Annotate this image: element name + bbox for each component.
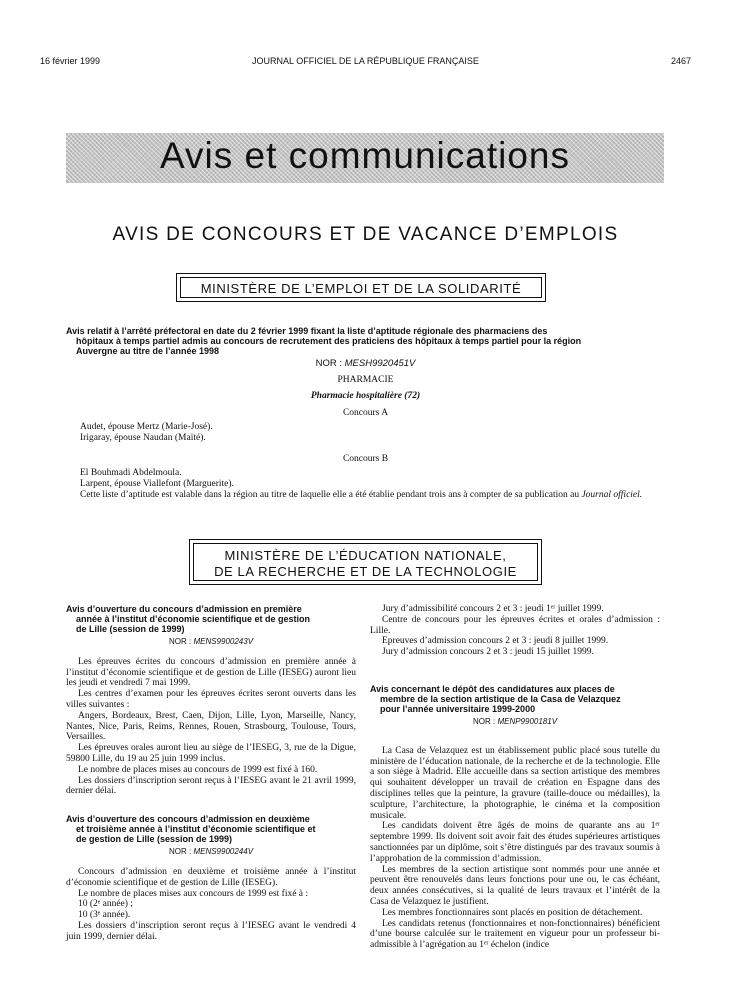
notice3-title — [66, 814, 356, 844]
notice1-section: PHARMACIE — [337, 375, 394, 385]
notice2-title — [66, 604, 356, 634]
nor-code: MENS9900244V — [193, 847, 254, 857]
ministry-box-education — [189, 539, 542, 585]
title-line: Avis concernant le dépôt des candidatures aux places de — [370, 683, 615, 694]
ministry-box-emploi — [176, 273, 546, 302]
paragraph: 10 (2ᵉ année) ; — [78, 899, 133, 910]
ministry-label — [193, 543, 538, 581]
list-b — [80, 468, 234, 490]
notice1-subsection: Pharmacie hospitalière (72) — [310, 391, 421, 401]
list-item: Larpent, épouse Viallefont (Marguerite). — [80, 479, 234, 489]
notice2-nor — [66, 637, 356, 648]
notice1-title-line: hôpitaux à temps partiel admis au concours de recrutement des praticiens des hôpitaux à temps partiel pour la région — [76, 336, 582, 346]
notice1-concours-a: Concours A — [342, 408, 389, 418]
ministry-line: DE LA RECHERCHE ET DE LA TECHNOLOGIE — [214, 564, 517, 579]
header-date: 16 février 1999 — [40, 56, 101, 66]
right-column — [370, 604, 660, 951]
title-line: année à l’institut d’économie scientifique et de gestion — [76, 614, 311, 624]
notice4-nor — [370, 717, 660, 728]
nor-label: NOR : — [472, 716, 496, 726]
nor-label: NOR : — [168, 637, 192, 646]
list-item: Audet, épouse Mertz (Marie-José). — [80, 422, 213, 432]
list-a — [80, 422, 213, 444]
paragraph: Les candidats retenus (fonctionnaires et non-fonctionnaires) bénéficient d’une bourse calculée sur le traitement en vigueur pour un professeur bi-admissible à l’agrégation au 1ᵉʳ échelon (indice — [370, 918, 660, 951]
ministry-label: MINISTÈRE DE L’EMPLOI ET DE LA SOLIDARITÉ — [180, 277, 542, 298]
title-line: Avis d’ouverture du concours d’admission en première — [66, 604, 302, 614]
paragraph: Les dossiers d’inscription seront reçus à l’IESEG avant le 21 avril 1999, dernier délai. — [66, 775, 356, 797]
list-item: Irigaray, épouse Naudan (Maïté). — [80, 433, 206, 443]
nor-code: MENP9900181V — [497, 716, 558, 726]
nor-code: MESH9920451V — [344, 358, 416, 369]
paragraph: Les dossiers d’inscription seront reçus à l’IESEG avant le vendredi 4 juin 1999, dernier délai. — [66, 920, 356, 942]
title-line: de gestion de Lille (session de 1999) — [76, 834, 233, 845]
left-column — [66, 604, 356, 943]
paragraph: Jury d’admission concours 2 et 3 : jeudi 15 juillet 1999. — [382, 647, 594, 658]
paragraph: Jury d’admissibilité concours 2 et 3 : jeudi 1ᵉʳ juillet 1999. — [382, 604, 604, 614]
paragraph: 10 (3ᵉ année). — [78, 910, 131, 921]
title-line: et troisième année à l’institut d’économie scientifique et — [76, 824, 316, 835]
section-banner — [66, 133, 664, 183]
paragraph: Le nombre de places mises aux concours de 1999 est fixé à : — [78, 888, 309, 899]
main-title: AVIS DE CONCOURS ET DE VACANCE D’EMPLOIS — [112, 224, 619, 245]
notice1-concours-b: Concours B — [342, 454, 389, 464]
notice3-nor — [66, 847, 356, 858]
title-line: Avis d’ouverture des concours d’admission en deuxième — [66, 814, 310, 825]
paragraph: Les épreuves orales auront lieu au siège de l’IESEG, 3, rue de la Digue, 59800 Lille, du 19 au 25 juin 1999 inclus. — [66, 743, 356, 764]
paragraph: Centre de concours pour les épreuves écrites et orales d’admission : Lille. — [370, 614, 660, 636]
nor-label: NOR : — [168, 847, 192, 857]
notice1-title-line: Auvergne au titre de l’année 1998 — [76, 346, 220, 356]
paragraph: Les candidats doivent être âgés de moins de quarante ans au 1ᵉʳ septembre 1999. Ils doivent soit avoir fait des études supérieures artistiques sanctionnées par un diplôme, soit s’être distingués par des travaux soumis à l’approbation de la commission d’admission. — [370, 821, 660, 864]
banner-title: Avis et communications — [160, 135, 570, 176]
header-page-number: 2467 — [670, 56, 691, 66]
notice1-title — [66, 326, 664, 356]
paragraph: Angers, Bordeaux, Brest, Caen, Dijon, Lille, Lyon, Marseille, Nancy, Nantes, Nice, Paris, Reims, Rennes, Rouen, Strasbourg, Toulouse, Tours, Versailles. — [66, 710, 356, 743]
notice4-title — [370, 684, 660, 714]
nor-label: NOR : — [315, 358, 342, 369]
paragraph: Les membres fonctionnaires sont placés en position de détachement. — [382, 907, 643, 918]
paragraph: Le nombre de places mises au concours de 1999 est fixé à 160. — [78, 764, 318, 775]
list-item: El Bouhmadi Abdelmoula. — [80, 468, 182, 478]
title-line: membre de la section artistique de la Casa de Velazquez — [380, 693, 621, 704]
paragraph: La Casa de Velazquez est un établissement public placé sous tutelle du ministère de l’éducation nationale, de la recherche et de la technologie. Elle a son siège à Madrid. Elle accueille dans sa section artistique des membres qui souhaitent développer un travail de création en Espagne dans des disciplines telles que la peinture, la gravure (taille-douce ou médailles), la sculpture, l’architecture, la photographie, le cinéma et la composition musicale. — [370, 745, 660, 821]
notice1-closing — [66, 490, 664, 501]
closing-text: Cette liste d’aptitude est valable dans la région au titre de laquelle elle a été établie pendant trois ans à compter de sa publication au — [80, 490, 580, 500]
paragraph: Concours d’admission en deuxième et troisième année à l’institut d’économie scientifique et de gestion de Lille (IESEG). — [66, 866, 356, 888]
paragraph: Epreuves d’admission concours 2 et 3 : jeudi 8 juillet 1999. — [382, 636, 609, 647]
running-header — [40, 56, 691, 68]
notice1-title-line: Avis relatif à l’arrêté préfectoral en date du 2 février 1999 fixant la liste d’aptitude régionale des pharmaciens des — [66, 326, 548, 336]
header-journal-title: JOURNAL OFFICIEL DE LA RÉPUBLIQUE FRANÇAISE — [252, 56, 479, 66]
nor-code: MENS9900243V — [193, 637, 254, 646]
paragraph: Les épreuves écrites du concours d’admission en première année à l’institut d’économie scientifique et de gestion de Lille (IESEG) auront lieu les jeudi et vendredi 7 mai 1999. — [66, 656, 356, 689]
title-line: pour l’année universitaire 1999-2000 — [380, 703, 536, 714]
closing-journal: Journal officiel. — [581, 490, 643, 500]
title-line: de Lille (session de 1999) — [76, 624, 185, 634]
paragraph: Les centres d’examen pour les épreuves écrites seront ouverts dans les villes suivantes : — [66, 689, 356, 710]
paragraph: Les membres de la section artistique sont nommés pour une année et peuvent être renouvelés dans leurs fonctions pour une ou, le cas échéant, deux années consécutives, si la qualité de leurs travaux et l’intérêt de la Casa de Velazquez le justifient. — [370, 864, 660, 907]
notice1-nor — [0, 358, 731, 369]
ministry-line: MINISTÈRE DE L’ÉDUCATION NATIONALE, — [224, 548, 507, 563]
